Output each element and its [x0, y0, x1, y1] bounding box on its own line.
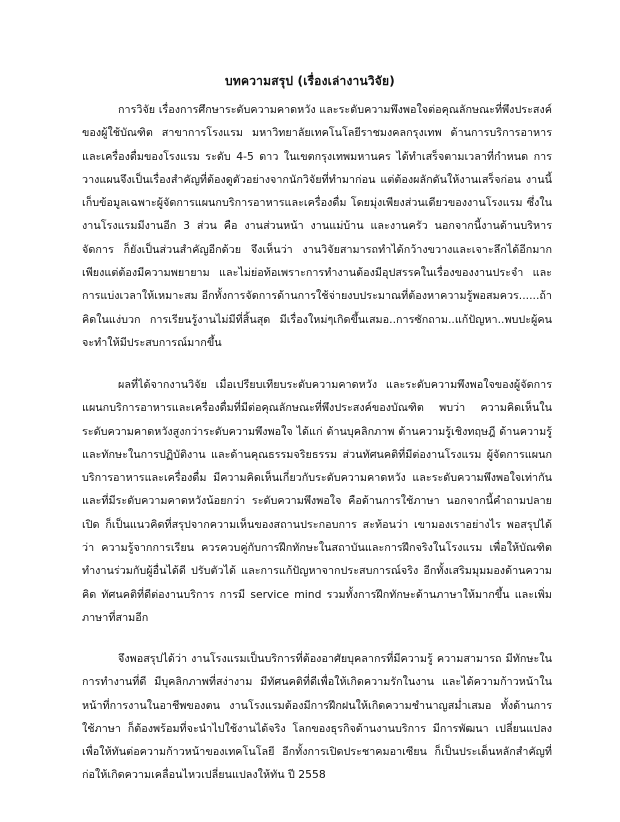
paragraph-research-results: ผลที่ได้จากงานวิจัย เมื่อเปรียบเทียบระดับความคาดหวัง และระดับความพึงพอใจของผู้จัดการแผนกบริการอาหารและเครื่องดื่มที่มีต่อคุณลักษณะที่พึงประสงค์ของบัณฑิต พบว่า ความคิดเห็นในระดับความคาดหวังสูงกว่าระดับความพึงพอใจ ได้แก่ ด้านบุคลิกภาพ ด้านความรู้เชิงทฤษฎี ด้านความรู้และทักษะในการปฏิบัติงาน และด้านคุณธรรมจริยธรรม ส่วนทัศนคติที่มีต่องานโรงแรม ผู้จัดการแผนกบริการอาหารและเครื่องดื่ม มีความคิดเห็นเกี่ยวกับระดับความคาดหวัง และระดับความพึงพอใจเท่ากัน และที่มีระดับความคาดหวังน้อยกว่า ระดับความพึงพอใจ คือด้านการใช้ภาษา นอกจากนี้คำถามปลายเปิด ก็เป็นแนวคิดที่สรุปจากความเห็นของสถานประกอบการ สะท้อนว่า เขามองเราอย่างไร พอสรุปได้ว่า ความรู้จากการเรียน ควรควบคู่กับการฝึกทักษะในสถาบันและการฝึกจริงในโรงแรม เพื่อให้บัณฑิตทำงานร่วมกับผู้อื่นได้ดี ปรับตัวได้ และการแก้ปัญหาจากประสบการณ์จริง อีกทั้งเสริมมุมมองด้านความคิด ทัศนคติที่ดีต่องานบริการ การมี service mind รวมทั้งการฝึกทักษะด้านภาษาให้มากขึ้น และเพิ่มภาษาที่สามอีก	[82, 378, 552, 624]
document-title: บทความสรุป (เรื่องเล่างานวิจัย)	[225, 74, 395, 88]
paragraph-research-summary: การวิจัย เรื่องการศึกษาระดับความคาดหวัง และระดับความพึงพอใจต่อคุณลักษณะที่พึงประสงค์ของผู้ใช้บัณฑิต สาขาการโรงแรม มหาวิทยาลัยเทคโนโลยีราชมงคลกรุงเทพ ด้านการบริการอาหารและเครื่องดื่มของโรงแรม ระดับ 4-5 ดาว ในเขตกรุงเทพมหานคร ได้ทำเสร็จตามเวลาที่กำหนด การวางแผนจึงเป็นเรื่องสำคัญที่ต้องดูตัวอย่างจากนักวิจัยที่ทำมาก่อน แต่ต้องผลักดันให้งานเสร็จก่อน งานนี้เก็บข้อมูลเฉพาะผู้จัดการแผนกบริการอาหารและเครื่องดื่ม โดยมุ่งเพียงส่วนเดียวของงานโรงแรม ซึ่งในงานโรงแรมมีงานอีก 3 ส่วน คือ งานส่วนหน้า งานแม่บ้าน และงานครัว นอกจากนี้งานด้านบริหารจัดการ ก็ยังเป็นส่วนสำคัญอีกด้วย จึงเห็นว่า งานวิจัยสามารถทำได้กว้างขวางและเจาะลึกได้อีกมาก เพียงแต่ต้องมีความพยายาม และไม่ย่อท้อเพราะการทำงานต้องมีอุปสรรคในเรื่องของงานประจำ และการแบ่งเวลาให้เหมาะสม อีกทั้งการจัดการด้านการใช้จ่ายงบประมาณที่ต้องหาความรู้พอสมควร......ถ้าคิดในแง่บวก การเรียนรู้งานไม่มีที่สิ้นสุด มีเรื่องใหม่ๆเกิดขึ้นเสมอ..การซักถาม..แก้ปัญหา..พบปะผู้คน จะทำให้มีประสบการณ์มากขึ้น	[82, 103, 552, 349]
paragraph-conclusion: จึงพอสรุปได้ว่า งานโรงแรมเป็นบริการที่ต้องอาศัยบุคลากรที่มีความรู้ ความสามารถ มีทักษะในการทำงานที่ดี มีบุคลิกภาพที่สง่างาม มีทัศนคติที่ดีเพื่อให้เกิดความรักในงาน และได้ความก้าวหน้าในหน้าที่การงานในอาชีพของตน งานโรงแรมต้องมีการฝึกฝนให้เกิดความชำนาญสม่ำเสมอ ทั้งด้านการใช้ภาษา ก็ต้องพร้อมที่จะนำไปใช้งานได้จริง โลกของธุรกิจด้านงานบริการ มีการพัฒนา เปลี่ยนแปลงเพื่อให้ทันต่อความก้าวหน้าของเทคโนโลยี อีกทั้งการเปิดประชาคมอาเซียน ก็เป็นประเด็นหลักสำคัญที่ก่อให้เกิดความเคลื่อนไหวเปลี่ยนแปลงให้ทัน ปี 2558	[82, 652, 552, 782]
